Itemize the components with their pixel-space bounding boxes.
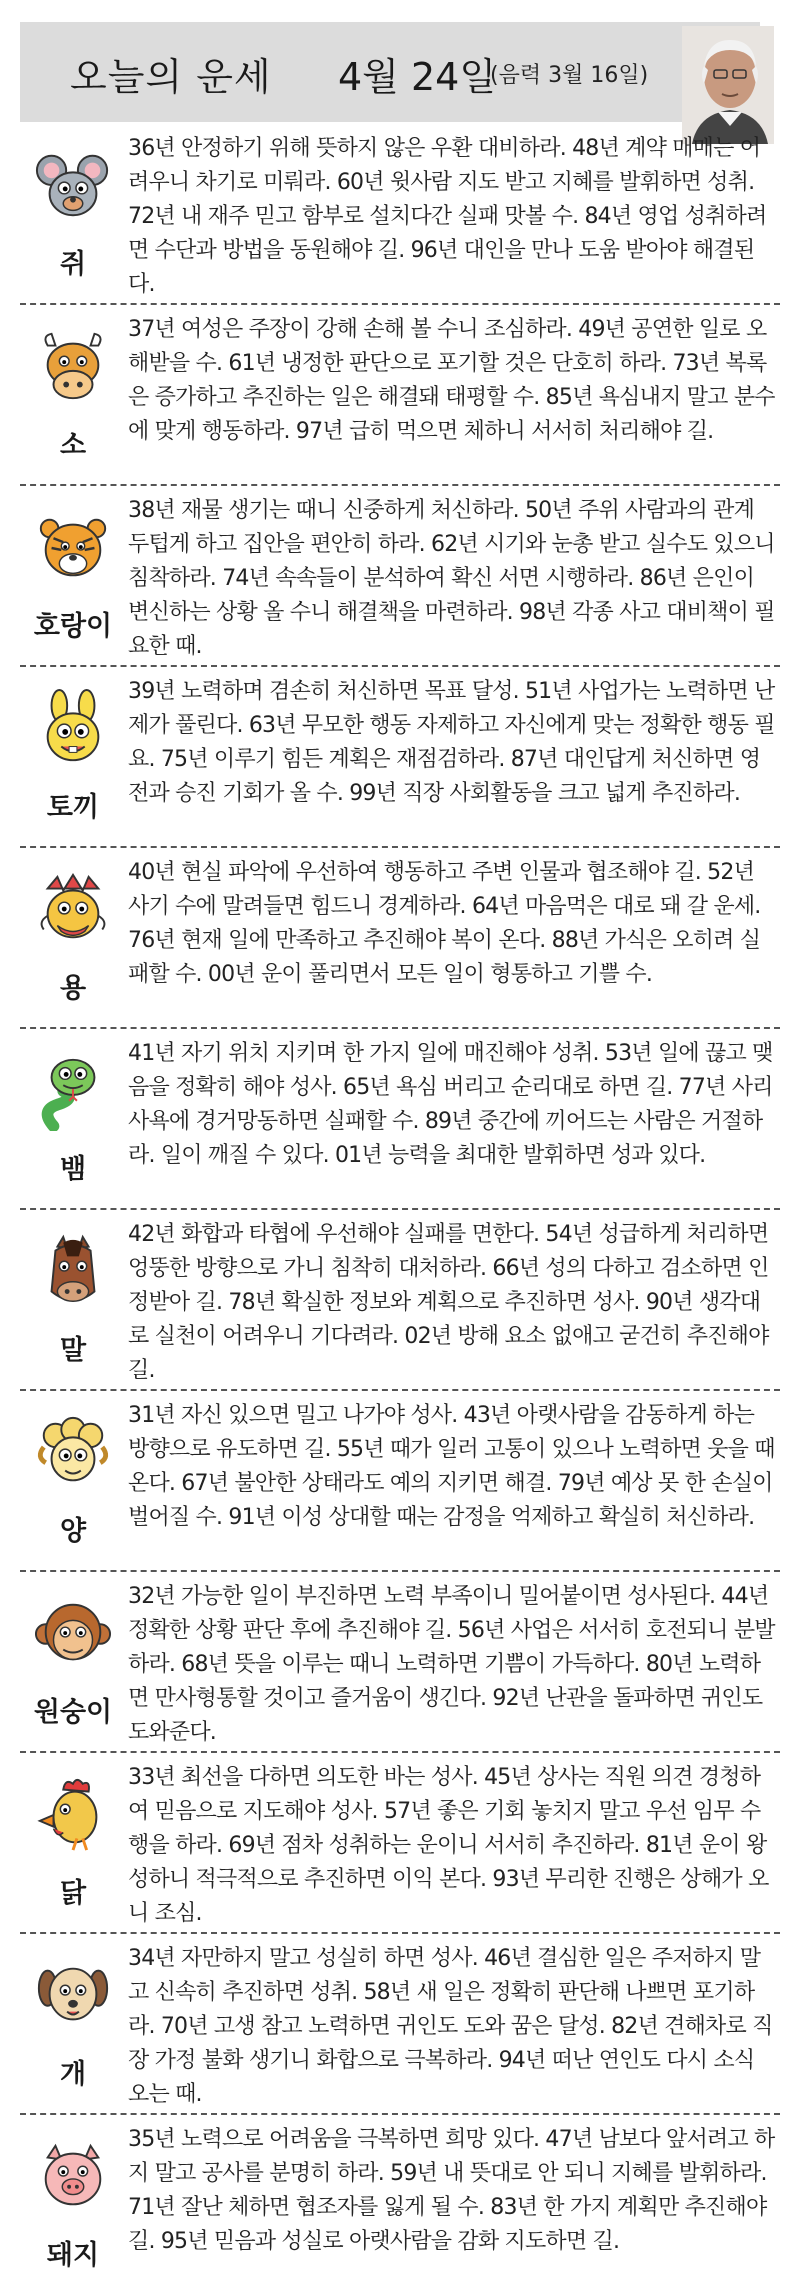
zodiac-fortune-text: 42년 화합과 타협에 우선해야 실패를 면한다. 54년 성급하게 처리하면 엉뚱한 방향으로 가니 침착히 대처하라. 66년 성의 다하고 검소하면 인정받아 길. 78년 확실한 정보와 계획으로 추진하면 성사. 90년 생각대로 실천이 어려우니 기다려라. 02년 방해 요소 없애고 굳건히 추진해야 길. (128, 1222, 769, 1383)
rooster-icon (34, 1775, 112, 1855)
dog-icon (34, 1956, 112, 2036)
date-label: 4월 24일 (338, 55, 497, 99)
zodiac-fortune-text: 32년 가능한 일이 부진하면 노력 부족이니 밀어붙이면 성사된다. 44년 정확한 상황 판단 후에 추진해야 길. 56년 사업은 서서히 호전되니 분발하라. 68년 뜻을 이루는 때니 노력하면 기쁨이 가득하다. 80년 노력하면 만사형통할 것이고 즐거움이 생긴다. 92년 난관을 돌파하면 귀인도 도와준다. (128, 1584, 775, 1745)
fortune-header (20, 22, 760, 122)
zodiac-row-snake (20, 1029, 780, 1210)
zodiac-row-rat (20, 124, 780, 305)
zodiac-name: 소 (59, 430, 87, 461)
zodiac-row-dog (20, 1934, 780, 2115)
zodiac-row-sheep (20, 1391, 780, 1572)
pig-icon (34, 2137, 112, 2217)
zodiac-fortune-text: 40년 현실 파악에 우선하여 행동하고 주변 인물과 협조해야 길. 52년 사기 수에 말려들면 힘드니 경계하라. 64년 마음먹은 대로 돼 갈 운세. 76년 현재 일에 만족하고 추진해야 복이 온다. 88년 가식은 오히려 실패할 수. 00년 운이 풀리면서 모든 일이 형통하고 기쁠 수. (128, 860, 761, 987)
zodiac-fortune-text: 39년 노력하며 겸손히 처신하면 목표 달성. 51년 사업가는 노력하면 난제가 풀린다. 63년 무모한 행동 자제하고 자신에게 맞는 정확한 행동 필요. 75년 이루기 힘든 계획은 재점검하라. 87년 대인답게 처신하면 영전과 승진 기회가 올 수. 99년 직장 사회활동을 크고 넓게 추진하라. (128, 679, 775, 806)
zodiac-name: 닭 (59, 1878, 87, 1909)
snake-icon (34, 1051, 112, 1131)
zodiac-row-horse (20, 1210, 780, 1391)
zodiac-fortune-text: 36년 안정하기 위해 뜻하지 않은 우환 대비하라. 48년 계약 매매는 어려우니 차기로 미뤄라. 60년 윗사람 지도 받고 지혜를 발휘하면 성취. 72년 내 재주 믿고 함부로 설치다간 실패 맛볼 수. 84년 영업 성취하려면 수단과 방법을 동원해야 길. 96년 대인을 만나 도움 받아야 해결된다. (128, 136, 767, 297)
zodiac-fortune-text: 31년 자신 있으면 밀고 나가야 성사. 43년 아랫사람을 감동하게 하는 방향으로 유도하면 길. 55년 때가 일러 고통이 있으나 노력하면 웃을 때 온다. 67년 불안한 상태라도 예의 지키면 해결. 79년 예상 못 한 손실이 벌어질 수. 91년 이성 상대할 때는 감정을 억제하고 확실히 처신하라. (128, 1403, 775, 1530)
zodiac-name: 돼지 (46, 2240, 100, 2271)
zodiac-fortune-text: 34년 자만하지 말고 성실히 하면 성사. 46년 결심한 일은 주저하지 말고 신속히 추진하면 성취. 58년 새 일은 정확히 판단해 나쁘면 포기하라. 70년 고생 참고 노력하면 귀인도 도와 꿈은 달성. 82년 견해차로 직장 가정 불화 생기니 화합으로 극복하라. 94년 떠난 연인도 다시 소식 오는 때. (128, 1946, 773, 2107)
zodiac-name: 개 (59, 2059, 87, 2090)
zodiac-fortune-text: 35년 노력으로 어려움을 극복하면 희망 있다. 47년 남보다 앞서려고 하지 말고 공사를 분명히 하라. 59년 내 뜻대로 안 되니 지혜를 발휘하라. 71년 잘난 체하면 협조자를 잃게 될 수. 83년 한 가지 계획만 추진해야 길. 95년 믿음과 성실로 아랫사람을 감화 지도하면 길. (128, 2127, 775, 2254)
zodiac-row-ox (20, 305, 780, 486)
horse-icon (34, 1232, 112, 1312)
tiger-icon (34, 508, 112, 588)
lunar-date-label: (음력 3월 16일) (490, 63, 649, 88)
zodiac-row-rabbit (20, 667, 780, 848)
zodiac-row-monkey (20, 1572, 780, 1753)
monkey-icon (34, 1594, 112, 1674)
rat-icon (34, 146, 112, 226)
zodiac-name: 원숭이 (33, 1697, 113, 1728)
zodiac-name: 토끼 (46, 792, 100, 823)
page-title: 오늘의 운세 (70, 55, 272, 99)
rabbit-icon (34, 689, 112, 769)
zodiac-row-dragon (20, 848, 780, 1029)
zodiac-name: 호랑이 (33, 611, 113, 642)
zodiac-name: 뱀 (59, 1154, 87, 1185)
zodiac-name: 말 (59, 1335, 87, 1366)
zodiac-fortune-text: 38년 재물 생기는 때니 신중하게 처신하라. 50년 주위 사람과의 관계 두텁게 하고 집안을 편안히 하라. 62년 시기와 눈총 받고 실수도 있으니 침착하라. 74년 속속들이 분석하여 확신 서면 시행하라. 86년 은인이 변신하는 상황 올 수니 해결책을 마련하라. 98년 각종 사고 대비책이 필요한 때. (128, 498, 775, 659)
zodiac-list (20, 124, 780, 2294)
zodiac-fortune-text: 41년 자기 위치 지키며 한 가지 일에 매진해야 성취. 53년 일에 끊고 맺음을 정확히 해야 성사. 65년 욕심 버리고 순리대로 하면 길. 77년 사리사욕에 경거망동하면 실패할 수. 89년 중간에 끼어드는 사람은 거절하라. 일이 깨질 수 있다. 01년 능력을 최대한 발휘하면 성과 있다. (128, 1041, 773, 1168)
zodiac-row-pig (20, 2115, 780, 2294)
zodiac-fortune-text: 37년 여성은 주장이 강해 손해 볼 수니 조심하라. 49년 공연한 일로 오해받을 수. 61년 냉정한 판단으로 포기할 것은 단호히 하라. 73년 복록은 증가하고 추진하는 일은 해결돼 태평할 수. 85년 욕심내지 말고 분수에 맞게 행동하라. 97년 급히 먹으면 체하니 서서히 처리해야 길. (128, 317, 775, 444)
zodiac-fortune-text: 33년 최선을 다하면 의도한 바는 성사. 45년 상사는 직원 의견 경청하여 믿음으로 지도해야 성사. 57년 좋은 기회 놓치지 말고 우선 임무 수행을 하라. 69년 점차 성취하는 운이니 서서히 추진하라. 81년 운이 왕성하니 적극적으로 추진하면 이익 본다. 93년 무리한 진행은 상해가 오니 조심. (128, 1765, 769, 1926)
ox-icon (34, 327, 112, 407)
zodiac-name: 양 (59, 1516, 87, 1547)
zodiac-row-tiger (20, 486, 780, 667)
zodiac-name: 용 (59, 973, 87, 1004)
zodiac-row-rooster (20, 1753, 780, 1934)
dragon-icon (34, 870, 112, 950)
sheep-icon (34, 1413, 112, 1493)
zodiac-name: 쥐 (59, 249, 87, 280)
